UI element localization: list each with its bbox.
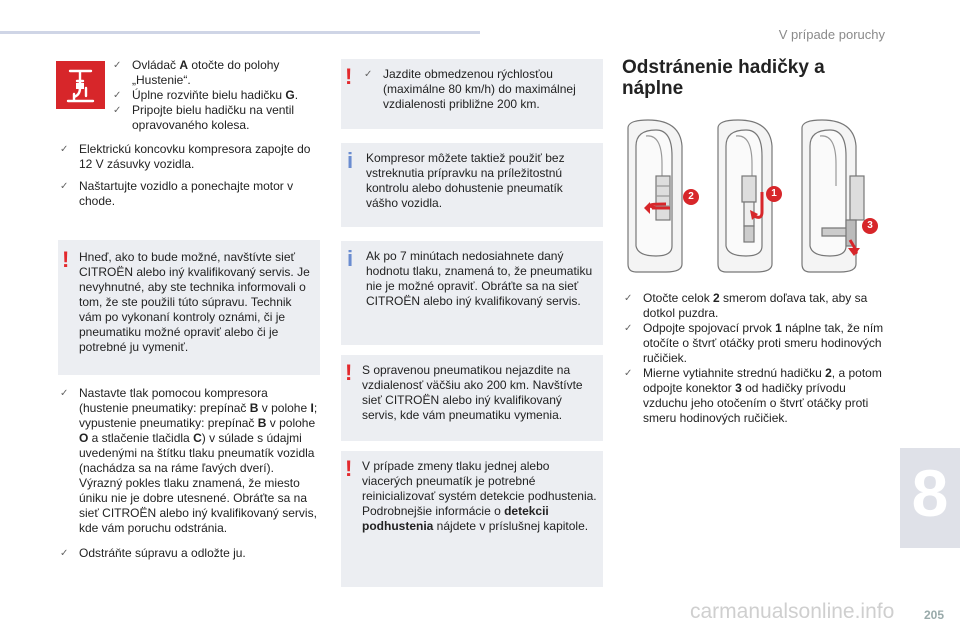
warning-icon: ! xyxy=(345,360,353,385)
warning-box-reinit: ! V prípade zmeny tlaku jednej alebo viacerých pneumatík je potrebné reinicializovať systém detekcie podhustenia. Podrobnejšie informácie o detekcii podhustenia nájdete v príslušnej kapitole. xyxy=(341,451,603,587)
step-list-1 xyxy=(111,58,321,133)
list-item: ✓ Otočte celok 2 smerom doľava tak, aby sa dotkol puzdra. xyxy=(622,291,884,321)
warning-box-speed xyxy=(341,59,603,129)
info-icon: i xyxy=(347,246,354,271)
info-box-pressure: i Ak po 7 minútach nedosiahnete daný hodnotu tlaku, znamená to, že pneumatiku nie je možné opraviť. Obráťte sa na sieť CITROËN alebo iný kvalifikovaný servis. xyxy=(341,241,603,345)
tire-repair-kit-icon xyxy=(56,61,105,109)
info-box-compressor: i Kompresor môžete taktiež použiť bez vstreknutia prípravku na príležitostnú kontrolu alebo dohustenie pneumatík vášho vozidla. xyxy=(341,143,603,227)
step-list-3 xyxy=(58,386,320,561)
list-item: ✓ Mierne vytiahnite strednú hadičku 2, a potom odpojte konektor 3 od hadičky prívodu vzduchu jeho otočením o štvrť otáčky proti smeru hodinových ručičiek. xyxy=(622,366,884,426)
list-item: ✓ Nastavte tlak pomocou kompresora (hustenie pneumatiky: prepínač B v polohe I; vypustenie pneumatiky: prepínač B v polohe O a stlačenie tlačidla C) v súlade s údajmi uvedenými na štítku tlaku pneumatík vozidla (nachádza sa na ráme ľavých dverí). Výrazný pokles tlaku znamená, že miesto úniku nie je dobre utesnené. Obráťte sa na sieť CITROËN alebo iný kvalifikovaný servis, kde vám poruchu odstránia. xyxy=(58,386,320,536)
warning-text: Hneď, ako to bude možné, navštívte sieť CITROËN alebo iný kvalifikovaný servis. Je nevyhnutné, aby ste technika informovali o tom, že ste použili túto súpravu. Technik vám po vykonaní kontroly oznámi, či je pneumatiku možné opraviť alebo či je potrebné ju vymeniť. xyxy=(79,250,310,354)
page-number: 205 xyxy=(923,608,944,622)
warning-icon: ! xyxy=(345,64,353,89)
warning-icon: ! xyxy=(62,247,70,272)
chapter-number: 8 xyxy=(911,456,949,530)
list-item: ✓ Úplne rozviňte bielu hadičku G. xyxy=(111,88,321,103)
list-item: ✓ Pripojte bielu hadičku na ventil opravovaného kolesa. xyxy=(111,103,321,133)
page-title: Odstránenie hadičky a náplne xyxy=(622,57,825,99)
callout-3: 3 xyxy=(867,220,873,231)
callout-2: 2 xyxy=(688,191,694,202)
list-item: ✓ Elektrickú koncovku kompresora zapojte do 12 V zásuvky vozidla. xyxy=(58,142,320,172)
watermark: carmanualsonline.info xyxy=(690,600,895,623)
list-item: ✓ Naštartujte vozidlo a ponechajte motor v chode. xyxy=(58,179,320,209)
hose-removal-steps xyxy=(622,291,884,426)
list-item: ✓ Odpojte spojovací prvok 1 náplne tak, že ním otočíte o štvrť otáčky proti smeru hodinových ručičiek. xyxy=(622,321,884,366)
header-rule xyxy=(0,31,480,34)
step-list-2 xyxy=(58,142,320,209)
list-item: ✓ Jazdite obmedzenou rýchlosťou (maximálne 80 km/h) do maximálnej vzdialenosti približne 200 km. xyxy=(362,67,596,112)
warning-icon: ! xyxy=(345,456,353,481)
callout-1: 1 xyxy=(771,188,777,199)
section-title: V prípade poruchy xyxy=(778,27,885,42)
list-item: ✓ Odstráňte súpravu a odložte ju. xyxy=(58,546,320,561)
hose-removal-illustration xyxy=(622,116,884,284)
info-icon: i xyxy=(347,148,354,173)
list-item: ✓ Ovládač A otočte do polohy „Hustenie“. xyxy=(111,58,321,88)
warning-box-service xyxy=(58,240,320,375)
warning-box-distance: ! S opravenou pneumatikou nejazdite na vzdialenosť väčšiu ako 200 km. Navštívte sieť CITROËN alebo iný kvalifikovaný servis, kde vám pneumatiku vymenia. xyxy=(341,355,603,441)
